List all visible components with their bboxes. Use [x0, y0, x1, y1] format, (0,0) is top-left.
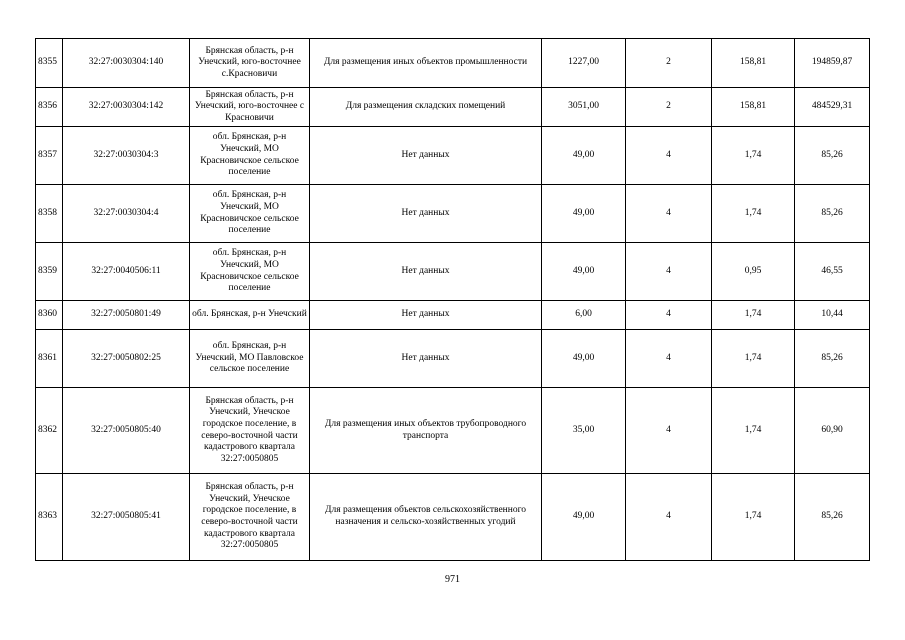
row-number: 8363 — [36, 474, 63, 561]
table-row — [36, 330, 870, 388]
cadastral-value: 85,26 — [795, 474, 870, 561]
group: 4 — [626, 330, 712, 388]
cadastral-value: 60,90 — [795, 388, 870, 474]
permitted-use: Нет данных — [310, 330, 542, 388]
row-number: 8360 — [36, 301, 63, 330]
cadastral-value: 10,44 — [795, 301, 870, 330]
group: 4 — [626, 185, 712, 243]
table-row — [36, 474, 870, 561]
address: Брянская область, р-н Унечский, юго-восточнее с Красновичи — [190, 88, 310, 127]
permitted-use: Для размещения объектов сельскохозяйственного назначения и сельско-хозяйственных угодий — [310, 474, 542, 561]
cadastral-value: 85,26 — [795, 330, 870, 388]
cadastral-number: 32:27:0050805:40 — [63, 388, 190, 474]
cadastral-number: 32:27:0050802:25 — [63, 330, 190, 388]
cadastral-value: 194859,87 — [795, 39, 870, 88]
address: Брянская область, р-н Унечский, Унечское городское поселение, в северо-восточной части кадастрового квартала 32:27:0050805 — [190, 474, 310, 561]
permitted-use: Для размещения складских помещений — [310, 88, 542, 127]
specific-value: 1,74 — [712, 185, 795, 243]
cadastral-number: 32:27:0030304:142 — [63, 88, 190, 127]
row-number: 8357 — [36, 127, 63, 185]
group: 4 — [626, 243, 712, 301]
group: 4 — [626, 301, 712, 330]
permitted-use: Нет данных — [310, 301, 542, 330]
specific-value: 158,81 — [712, 39, 795, 88]
cadastral-value: 484529,31 — [795, 88, 870, 127]
row-number: 8361 — [36, 330, 63, 388]
land-plots-table — [35, 38, 870, 561]
address: обл. Брянская, р-н Унечский, МО Красновичское сельское поселение — [190, 127, 310, 185]
table-row — [36, 243, 870, 301]
cadastral-number: 32:27:0030304:3 — [63, 127, 190, 185]
cadastral-value: 85,26 — [795, 127, 870, 185]
address: Брянская область, р-н Унечский, Унечское городское поселение, в северо-восточной части кадастрового квартала 32:27:0050805 — [190, 388, 310, 474]
table-row — [36, 127, 870, 185]
address: обл. Брянская, р-н Унечский, МО Красновичское сельское поселение — [190, 185, 310, 243]
permitted-use: Нет данных — [310, 185, 542, 243]
area: 49,00 — [542, 185, 626, 243]
group: 4 — [626, 474, 712, 561]
permitted-use: Нет данных — [310, 243, 542, 301]
group: 2 — [626, 88, 712, 127]
table-row — [36, 39, 870, 88]
specific-value: 1,74 — [712, 388, 795, 474]
row-number: 8358 — [36, 185, 63, 243]
cadastral-number: 32:27:0050805:41 — [63, 474, 190, 561]
area: 49,00 — [542, 330, 626, 388]
address: обл. Брянская, р-н Унечский — [190, 301, 310, 330]
area: 3051,00 — [542, 88, 626, 127]
table-row — [36, 88, 870, 127]
cadastral-number: 32:27:0030304:4 — [63, 185, 190, 243]
permitted-use: Для размещения иных объектов трубопроводного транспорта — [310, 388, 542, 474]
area: 49,00 — [542, 474, 626, 561]
area: 49,00 — [542, 243, 626, 301]
row-number: 8359 — [36, 243, 63, 301]
page-number: 971 — [445, 574, 460, 585]
table-row — [36, 185, 870, 243]
address: обл. Брянская, р-н Унечский, МО Павловское сельское поселение — [190, 330, 310, 388]
table-row — [36, 388, 870, 474]
area: 6,00 — [542, 301, 626, 330]
permitted-use: Для размещения иных объектов промышленности — [310, 39, 542, 88]
address: обл. Брянская, р-н Унечский, МО Красновичское сельское поселение — [190, 243, 310, 301]
cadastral-number: 32:27:0050801:49 — [63, 301, 190, 330]
permitted-use: Нет данных — [310, 127, 542, 185]
row-number: 8355 — [36, 39, 63, 88]
address: Брянская область, р-н Унечский, юго-восточнее с.Красновичи — [190, 39, 310, 88]
group: 4 — [626, 388, 712, 474]
specific-value: 1,74 — [712, 127, 795, 185]
row-number: 8362 — [36, 388, 63, 474]
group: 2 — [626, 39, 712, 88]
cadastral-value: 46,55 — [795, 243, 870, 301]
specific-value: 1,74 — [712, 301, 795, 330]
cadastral-number: 32:27:0040506:11 — [63, 243, 190, 301]
cadastral-number: 32:27:0030304:140 — [63, 39, 190, 88]
row-number: 8356 — [36, 88, 63, 127]
specific-value: 158,81 — [712, 88, 795, 127]
specific-value: 1,74 — [712, 474, 795, 561]
specific-value: 1,74 — [712, 330, 795, 388]
group: 4 — [626, 127, 712, 185]
area: 35,00 — [542, 388, 626, 474]
area: 1227,00 — [542, 39, 626, 88]
table-row — [36, 301, 870, 330]
cadastral-value: 85,26 — [795, 185, 870, 243]
specific-value: 0,95 — [712, 243, 795, 301]
area: 49,00 — [542, 127, 626, 185]
